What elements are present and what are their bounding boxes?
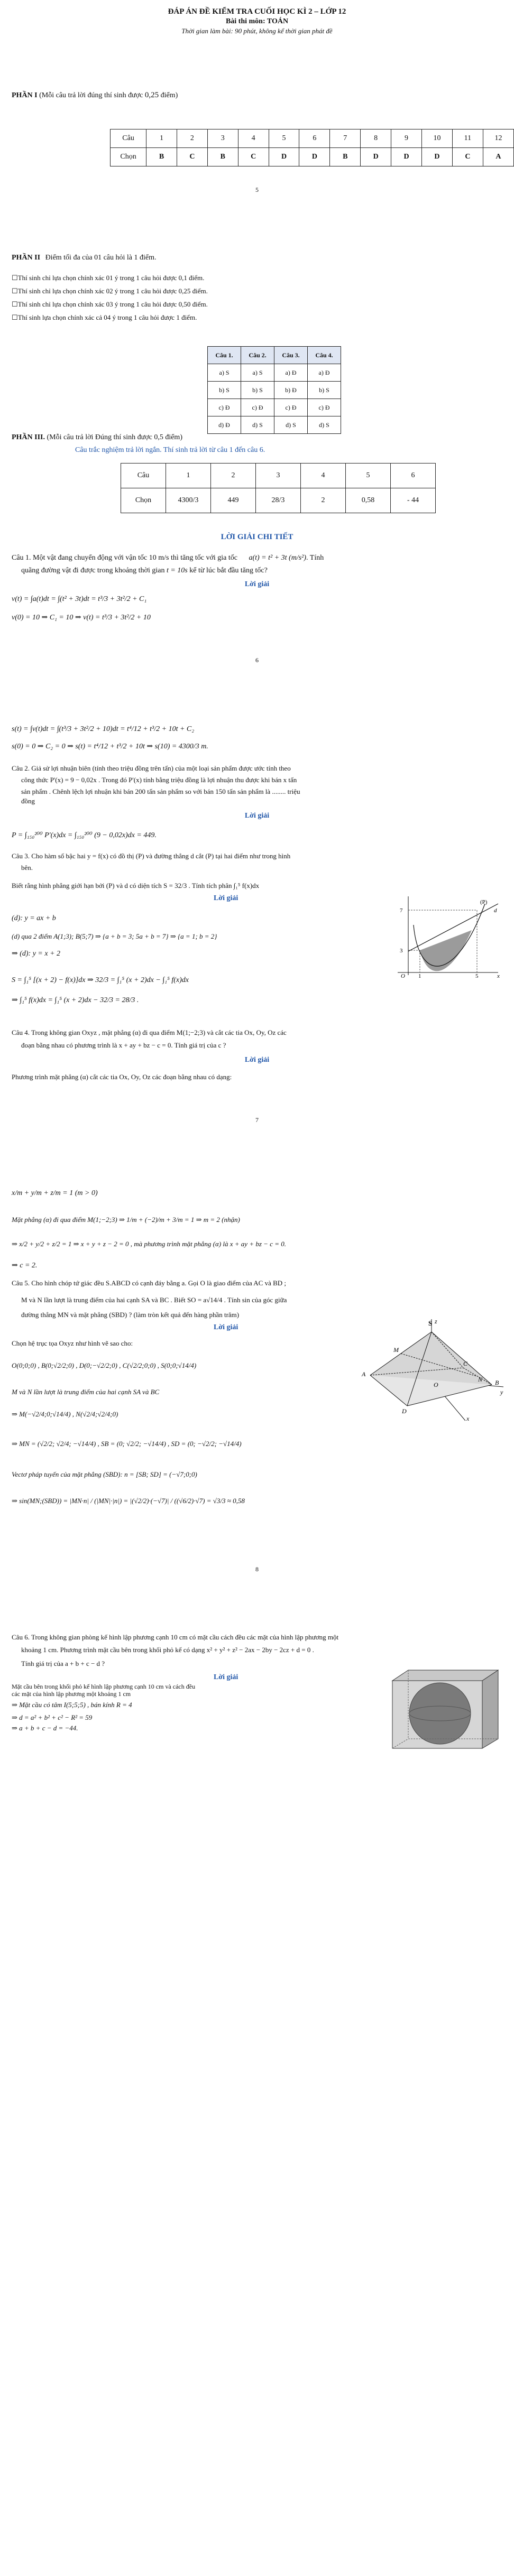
rule-item: ☐Thí sinh chỉ lựa chọn chính xác 02 ý trong 1 câu hỏi được 0,25 điểm. [12,287,208,295]
table-cell: 0,58 [346,488,391,513]
table-cell: D [269,148,299,166]
doc-title: ĐÁP ÁN ĐỀ KIỂM TRA CUỐI HỌC KÌ 2 – LỚP 12 [168,7,346,16]
q4-line3: Mặt phẳng (α) đi qua điểm M(1;−2;3) ⇒ 1/m + (−2)/m + 3/m = 1 ⇒ m = 2 (nhận) [12,1216,240,1224]
table-cell: b) S [241,382,274,399]
part1-points: 0,25 [144,91,159,99]
table-cell: d) S [241,416,274,434]
axis-label: z [435,1318,437,1325]
graph-tick: 5 [475,973,479,978]
table-cell: 1 [146,129,177,148]
table-cell: b) S [208,382,241,399]
table-cell: 11 [452,129,483,148]
table-cell: 6 [391,464,436,488]
q5-text1: Câu 5. Cho hình chóp tứ giác đều S.ABCD có cạnh đáy bằng a. Gọi O là giao điểm của AC và BD ; [12,1279,287,1287]
q1-line3: s(t) = ∫v(t)dt = ∫(t³/3 + 3t²/2 + 10)dt = t⁴/12 + t³/2 + 10t + C₂ [12,725,195,733]
q6-text1: Câu 6. Trong không gian phòng kế hình lập phương cạnh 10 cm có mặt cầu cách đều các mặt của hình lập phương một [12,1633,339,1641]
q2-solution-label: Lời giải [244,812,270,820]
q2-text3: sản phẩm . Chênh lệch lợi nhuận khi bán 200 tấn sản phẩm so với bán 150 tấn sản phẩm là ........ triệu [21,787,300,795]
q5-text3: đường thẳng MN và mặt phẳng (SBD) ? (làm tròn kết quả đến hàng phần trăm) [21,1311,240,1319]
q2-text1: Câu 2. Giả sử lợi nhuận biên (tính theo triệu đồng trên tấn) của một loại sản phẩm được ước tính theo [12,764,291,772]
table-cell: 28/3 [256,488,301,513]
sphere [409,1683,471,1744]
table-cell: 3 [256,464,301,488]
q6-line1b: các mặt của hình lập phương một khoảng 1 cm [12,1690,131,1698]
table-cell: B [146,148,177,166]
q5-text2: M và N lần lượt là trung điểm của hai cạnh SA và BC . Biết SO = a√14/4 . Tính sin của góc giữa [21,1296,287,1304]
q1-line4: s(0) = 0 ⇒ C₂ = 0 ⇒ s(t) = t⁴/12 + t³/2 + 10t ⇒ s(10) = 4300/3 m. [12,743,208,750]
table-cell: a) S [241,364,274,382]
page-number: 8 [255,1565,259,1573]
q4-line1: Phương trình mặt phẳng (α) cắt các tia Ox, Oy, Oz các đoạn bằng nhau có dạng: [12,1073,232,1081]
q6-text2: khoảng 1 cm. Phương trình mặt cầu bên trong khối phỏ kế có dạng x² + y² + z² − 2ax − 2by − 2cz + d = 0 . [21,1646,314,1654]
table-cell: b) Đ [274,382,308,399]
table-cell: d) S [274,416,308,434]
axis-label: y [500,1388,503,1396]
q5-line3: M và N lần lượt là trung điểm của hai cạnh SA và BC [12,1388,160,1396]
graph-tick: 3 [400,948,403,954]
part3-heading [12,433,182,442]
part1-unit: điểm) [160,91,178,99]
table-cell: a) S [208,364,241,382]
part2-answer-table [207,346,341,434]
table-cell: c) Đ [208,399,241,416]
q3-line3: ⇒ (d): y = x + 2 [12,950,61,958]
q1-text1: Câu 1. Một vật đang chuyển động với vận tốc 10 m/s thì tăng tốc với gia tốc a(t) = t² + 3t (m/s²). Tính [12,554,324,562]
vertex-label: C [463,1360,468,1367]
vertex-label: A [362,1370,366,1378]
table-cell: 2 [211,464,256,488]
q5-pyramid-figure [338,1317,508,1423]
shaded-region [420,930,472,971]
table-cell: 9 [391,129,422,148]
table-cell: 1 [166,464,211,488]
part1-row1-label: Câu [111,129,146,148]
doc-time: Thời gian làm bài: 90 phút, không kể thời gian phát đề [181,27,333,35]
table-cell: c) Đ [274,399,308,416]
table-cell: 10 [421,129,452,148]
table-cell: 2 [177,129,207,148]
graph-label: (P) [480,899,488,905]
part2-desc: Điểm tối đa của 01 câu hỏi là 1 điểm. [45,254,157,262]
part2-rules [12,271,208,324]
table-cell: A [483,148,513,166]
table-cell: D [299,148,330,166]
table-cell: C [177,148,207,166]
q1-text2: quãng đường vật đi được trong khoảng thời gian t = 10s kể từ lúc bắt đầu tăng tốc? [21,567,268,574]
part3-desc: (Mỗi câu trả lời Đúng thí sinh được 0,5 điểm) [47,433,182,441]
part2-heading [12,254,157,262]
q5-line1: Chọn hệ trục tọa Oxyz như hình vẽ sao cho: [12,1339,133,1347]
table-cell: C [452,148,483,166]
q3-graph [377,893,503,978]
table-cell: a) Đ [308,364,341,382]
table-cell: 3 [207,129,238,148]
q2-text4: đồng [21,797,35,805]
table-cell: B [207,148,238,166]
vertex-label: M [393,1346,399,1354]
page-number: 5 [255,186,259,193]
part3-row2-label: Chọn [121,488,166,513]
q6-solution-label: Lời giải [214,1673,238,1681]
q3-text2: Biết rằng hình phẳng giới hạn bởi (P) và d có diện tích S = 32/3 . Tính tích phân ∫₁⁵ f(x)dx [12,882,260,889]
part1-answer-table [110,129,514,166]
table-cell: c) Đ [308,399,341,416]
axis-label: x [466,1415,470,1422]
table-header: Câu 1. [208,347,241,364]
part2-title: PHẦN II [12,254,41,262]
q5-line7: ⇒ sin(MN;(SBD)) = |MN·n| / (|MN|·|n|) = |(√2/2)·(−√7)| / ((√6/2)·√7) = √3/3 ≈ 0,58 [12,1497,245,1505]
table-cell: b) S [308,382,341,399]
table-cell: 449 [211,488,256,513]
q1-line1: v(t) = ∫a(t)dt = ∫(t² + 3t)dt = t³/3 + 3t²/2 + C₁ [12,595,147,603]
q4-line2: x/m + y/m + z/m = 1 (m > 0) [12,1189,98,1197]
q5-line2: O(0;0;0) , B(0;√2/2;0) , D(0;−√2/2;0) , C(√2/2;0;0) , S(0;0;√14/4) [12,1361,197,1369]
q4-text2: đoạn bằng nhau có phương trình là x + ay + bz − c = 0. Tính giá trị của c ? [21,1041,226,1049]
q5-solution-label: Lời giải [214,1323,238,1331]
q6-line1: Mặt cầu bên trong khối phỏ kế hình lập phương cạnh 10 cm và cách đều [12,1683,196,1690]
table-cell: D [421,148,452,166]
table-header: Câu 2. [241,347,274,364]
vertex-label: D [402,1407,407,1415]
q4-line5: ⇒ c = 2. [12,1262,38,1270]
table-cell: 12 [483,129,513,148]
table-cell: 4300/3 [166,488,211,513]
table-cell: D [391,148,422,166]
q3-line5: ⇒ ∫₁⁵ f(x)dx = ∫₁⁵ (x + 2)dx − 32/3 = 28/3 . [12,996,139,1004]
table-cell: d) Đ [208,416,241,434]
graph-tick: O [401,973,405,978]
q2-text2: công thức P'(x) = 9 − 0,02x . Trong đó P'(x) tính bằng triệu đồng là lợi nhuận thu được khi bán x tấn [21,776,297,784]
table-cell: a) Đ [274,364,308,382]
q5-line6: Vectơ pháp tuyến của mặt phẳng (SBD): n = [SB; SD] = (−√7;0;0) [12,1470,197,1478]
table-cell: 5 [269,129,299,148]
q1-solution-label: Lời giải [244,580,270,588]
cube-side [482,1670,498,1748]
q4-solution-label: Lời giải [244,1056,270,1064]
part1-heading [12,91,178,100]
solutions-title: LỜI GIẢI CHI TIẾT [221,533,293,541]
table-cell: 4 [301,464,346,488]
q6-line2: ⇒ Mặt cầu có tâm I(5;5;5) , bán kính R = 4 [12,1701,132,1709]
part3-sub: Câu trắc nghiệm trả lời ngắn. Thí sinh trả lời từ câu 1 đến câu 6. [75,446,265,454]
table-cell: - 44 [391,488,436,513]
q5-line5: ⇒ MN = (√2/2; √2/4; −√14/4) , SB = (0; √2/2; −√14/4) , SD = (0; −√2/2; −√14/4) [12,1440,242,1448]
part1-title: PHẦN I [12,91,38,99]
rule-item: ☐Thí sinh chỉ lựa chọn chính xác 03 ý trong 1 câu hỏi được 0,50 điểm. [12,300,208,308]
vertex-label: O [434,1381,438,1388]
q3-line4: S = ∫₁⁵ [(x + 2) − f(x)]dx ⇒ 32/3 = ∫₁⁵ (x + 2)dx − ∫₁⁵ f(x)dx [12,976,189,984]
part1-desc: (Mỗi câu trả lời đúng thí sinh được [39,91,143,99]
q5-line4: ⇒ M(−√2/4;0;√14/4) , N(√2/4;√2/4;0) [12,1410,118,1418]
page-number: 6 [255,656,259,664]
table-cell: D [361,148,391,166]
q6-line3: ⇒ d = a² + b² + c² − R² = 59 [12,1713,93,1721]
q1-line2: v(0) = 10 ⇒ C₁ = 10 ⇒ v(t) = t³/3 + 3t²/2 + 10 [12,614,151,622]
q3-line1: (d): y = ax + b [12,914,56,922]
part3-row1-label: Câu [121,464,166,488]
table-cell: c) Đ [241,399,274,416]
vertex-label: S [428,1319,433,1327]
part1-row2-label: Chọn [111,148,146,166]
table-cell: 2 [301,488,346,513]
page-number: 7 [255,1116,259,1124]
q2-line1: P = ∫₁₅₀²⁰⁰ P'(x)dx = ∫₁₅₀²⁰⁰ (9 − 0,02x)dx = 449. [12,831,157,839]
table-cell: 4 [238,129,269,148]
table-cell: C [238,148,269,166]
graph-tick: 1 [418,973,421,978]
table-header: Câu 4. [308,347,341,364]
q3-text1b: bên. [21,864,33,872]
q3-solution-label: Lời giải [214,894,238,902]
q4-line4: ⇒ x/2 + y/2 + z/2 = 1 ⇒ x + y + z − 2 = 0 , mà phương trình mặt phẳng (α) là x + ay + bz − c = 0. [12,1240,286,1248]
rule-item: ☐Thí sinh chỉ lựa chọn chính xác 01 ý trong 1 câu hỏi được 0,1 điểm. [12,274,205,282]
q4-text1: Câu 4. Trong không gian Oxyz , mặt phẳng (α) đi qua điểm M(1;−2;3) và cắt các tia Ox, Oy, Oz các [12,1028,287,1036]
doc-subject: Bài thi môn: TOÁN [225,17,289,25]
rule-item: ☐Thí sinh lựa chọn chính xác cả 04 ý trong 1 câu hỏi được 1 điểm. [12,313,197,321]
q6-cube-figure [382,1665,503,1749]
vertex-label: B [495,1379,499,1386]
graph-tick: 7 [400,907,403,914]
q6-text3: Tính giá trị của a + b + c − d ? [21,1660,105,1667]
table-cell: 6 [299,129,330,148]
part3-title: PHẦN III. [12,433,45,441]
graph-label: d [494,907,497,914]
q3-line2: (d) qua 2 điểm A(1;3); B(5;7) ⇒ {a + b = 3; 5a + b = 7} ⇒ {a = 1; b = 2} [12,932,217,940]
part3-answer-table [121,463,436,513]
table-cell: 8 [361,129,391,148]
q3-text1: Câu 3. Cho hàm số bậc hai y = f(x) có đồ thị (P) và đường thẳng d cắt (P) tại hai điểm như trong hình [12,852,291,860]
q6-line4: ⇒ a + b + c − d = −44. [12,1724,78,1732]
vertex-label: N [478,1376,483,1383]
table-header: Câu 3. [274,347,308,364]
table-cell: B [330,148,361,166]
table-cell: 5 [346,464,391,488]
table-cell: 7 [330,129,361,148]
graph-tick: x [497,973,500,978]
table-cell: d) S [308,416,341,434]
